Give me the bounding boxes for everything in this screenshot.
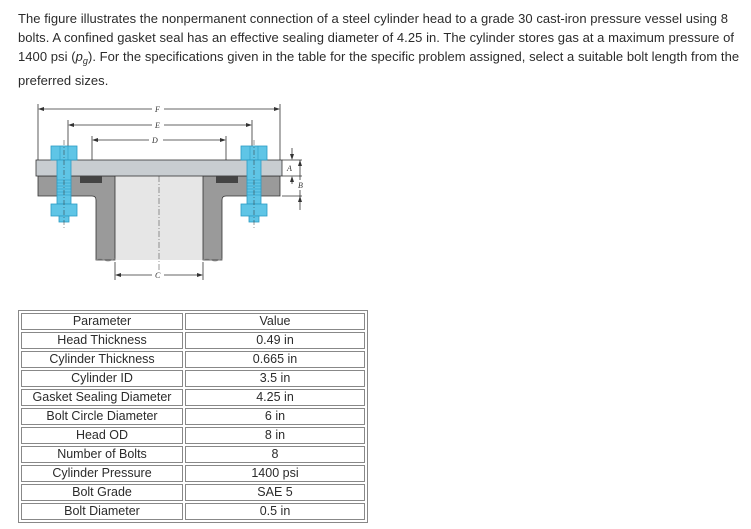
bolted-joint-drawing bbox=[30, 100, 310, 292]
pressure-symbol-subscript: g bbox=[82, 56, 88, 66]
dimension-label-f: F bbox=[155, 105, 160, 114]
parameter-cell: Head Thickness bbox=[21, 332, 183, 349]
value-cell: 4.25 in bbox=[185, 389, 365, 406]
value-cell: SAE 5 bbox=[185, 484, 365, 501]
value-cell: 1400 psi bbox=[185, 465, 365, 482]
dimension-label-a: A bbox=[287, 164, 292, 173]
parameter-cell: Cylinder ID bbox=[21, 370, 183, 387]
dimension-label-e: E bbox=[155, 121, 160, 130]
problem-paragraph bbox=[18, 9, 743, 90]
table-row bbox=[21, 484, 365, 501]
parameter-cell: Bolt Diameter bbox=[21, 503, 183, 520]
specifications-table bbox=[18, 310, 368, 523]
table-row bbox=[21, 370, 365, 387]
dimension-label-d: D bbox=[152, 136, 158, 145]
parameter-cell: Cylinder Thickness bbox=[21, 351, 183, 368]
problem-text-after: ). For the specifications given in the table for the specific problem assigned, select a suitable bolt length from the preferred sizes. bbox=[18, 49, 740, 88]
header-parameter: Parameter bbox=[21, 313, 183, 330]
value-cell: 0.665 in bbox=[185, 351, 365, 368]
problem-statement bbox=[18, 9, 743, 90]
table-row bbox=[21, 408, 365, 425]
table-row bbox=[21, 503, 365, 520]
cylinder-head bbox=[36, 160, 282, 176]
parameter-cell: Head OD bbox=[21, 427, 183, 444]
table-header-row bbox=[21, 313, 365, 330]
gasket-left bbox=[80, 176, 102, 183]
header-value: Value bbox=[185, 313, 365, 330]
value-cell: 6 in bbox=[185, 408, 365, 425]
gasket-right bbox=[216, 176, 238, 183]
value-cell: 8 bbox=[185, 446, 365, 463]
parameter-cell: Cylinder Pressure bbox=[21, 465, 183, 482]
parameter-cell: Number of Bolts bbox=[21, 446, 183, 463]
dimension-label-b: B bbox=[298, 181, 303, 190]
dimension-label-c: C bbox=[155, 271, 161, 280]
value-cell: 3.5 in bbox=[185, 370, 365, 387]
table-row bbox=[21, 351, 365, 368]
parameter-cell: Bolt Grade bbox=[21, 484, 183, 501]
table-row bbox=[21, 332, 365, 349]
table-row bbox=[21, 389, 365, 406]
value-cell: 0.49 in bbox=[185, 332, 365, 349]
table-row bbox=[21, 465, 365, 482]
value-cell: 8 in bbox=[185, 427, 365, 444]
problem-text-before: The figure illustrates the nonpermanent connection of a steel cylinder head to a grade 30 cast-iron pressure vessel using 8 bolts. A confined gasket seal has an effective sealing diameter of 4.25 in. The cylinder stores gas at a maximum pressure of 1400 psi ( bbox=[18, 11, 735, 64]
parameter-cell: Gasket Sealing Diameter bbox=[21, 389, 183, 406]
pressure-symbol: p bbox=[75, 49, 83, 64]
value-cell: 0.5 in bbox=[185, 503, 365, 520]
bolted-joint-figure bbox=[30, 100, 310, 292]
parameter-cell: Bolt Circle Diameter bbox=[21, 408, 183, 425]
table-row bbox=[21, 446, 365, 463]
table-row bbox=[21, 427, 365, 444]
